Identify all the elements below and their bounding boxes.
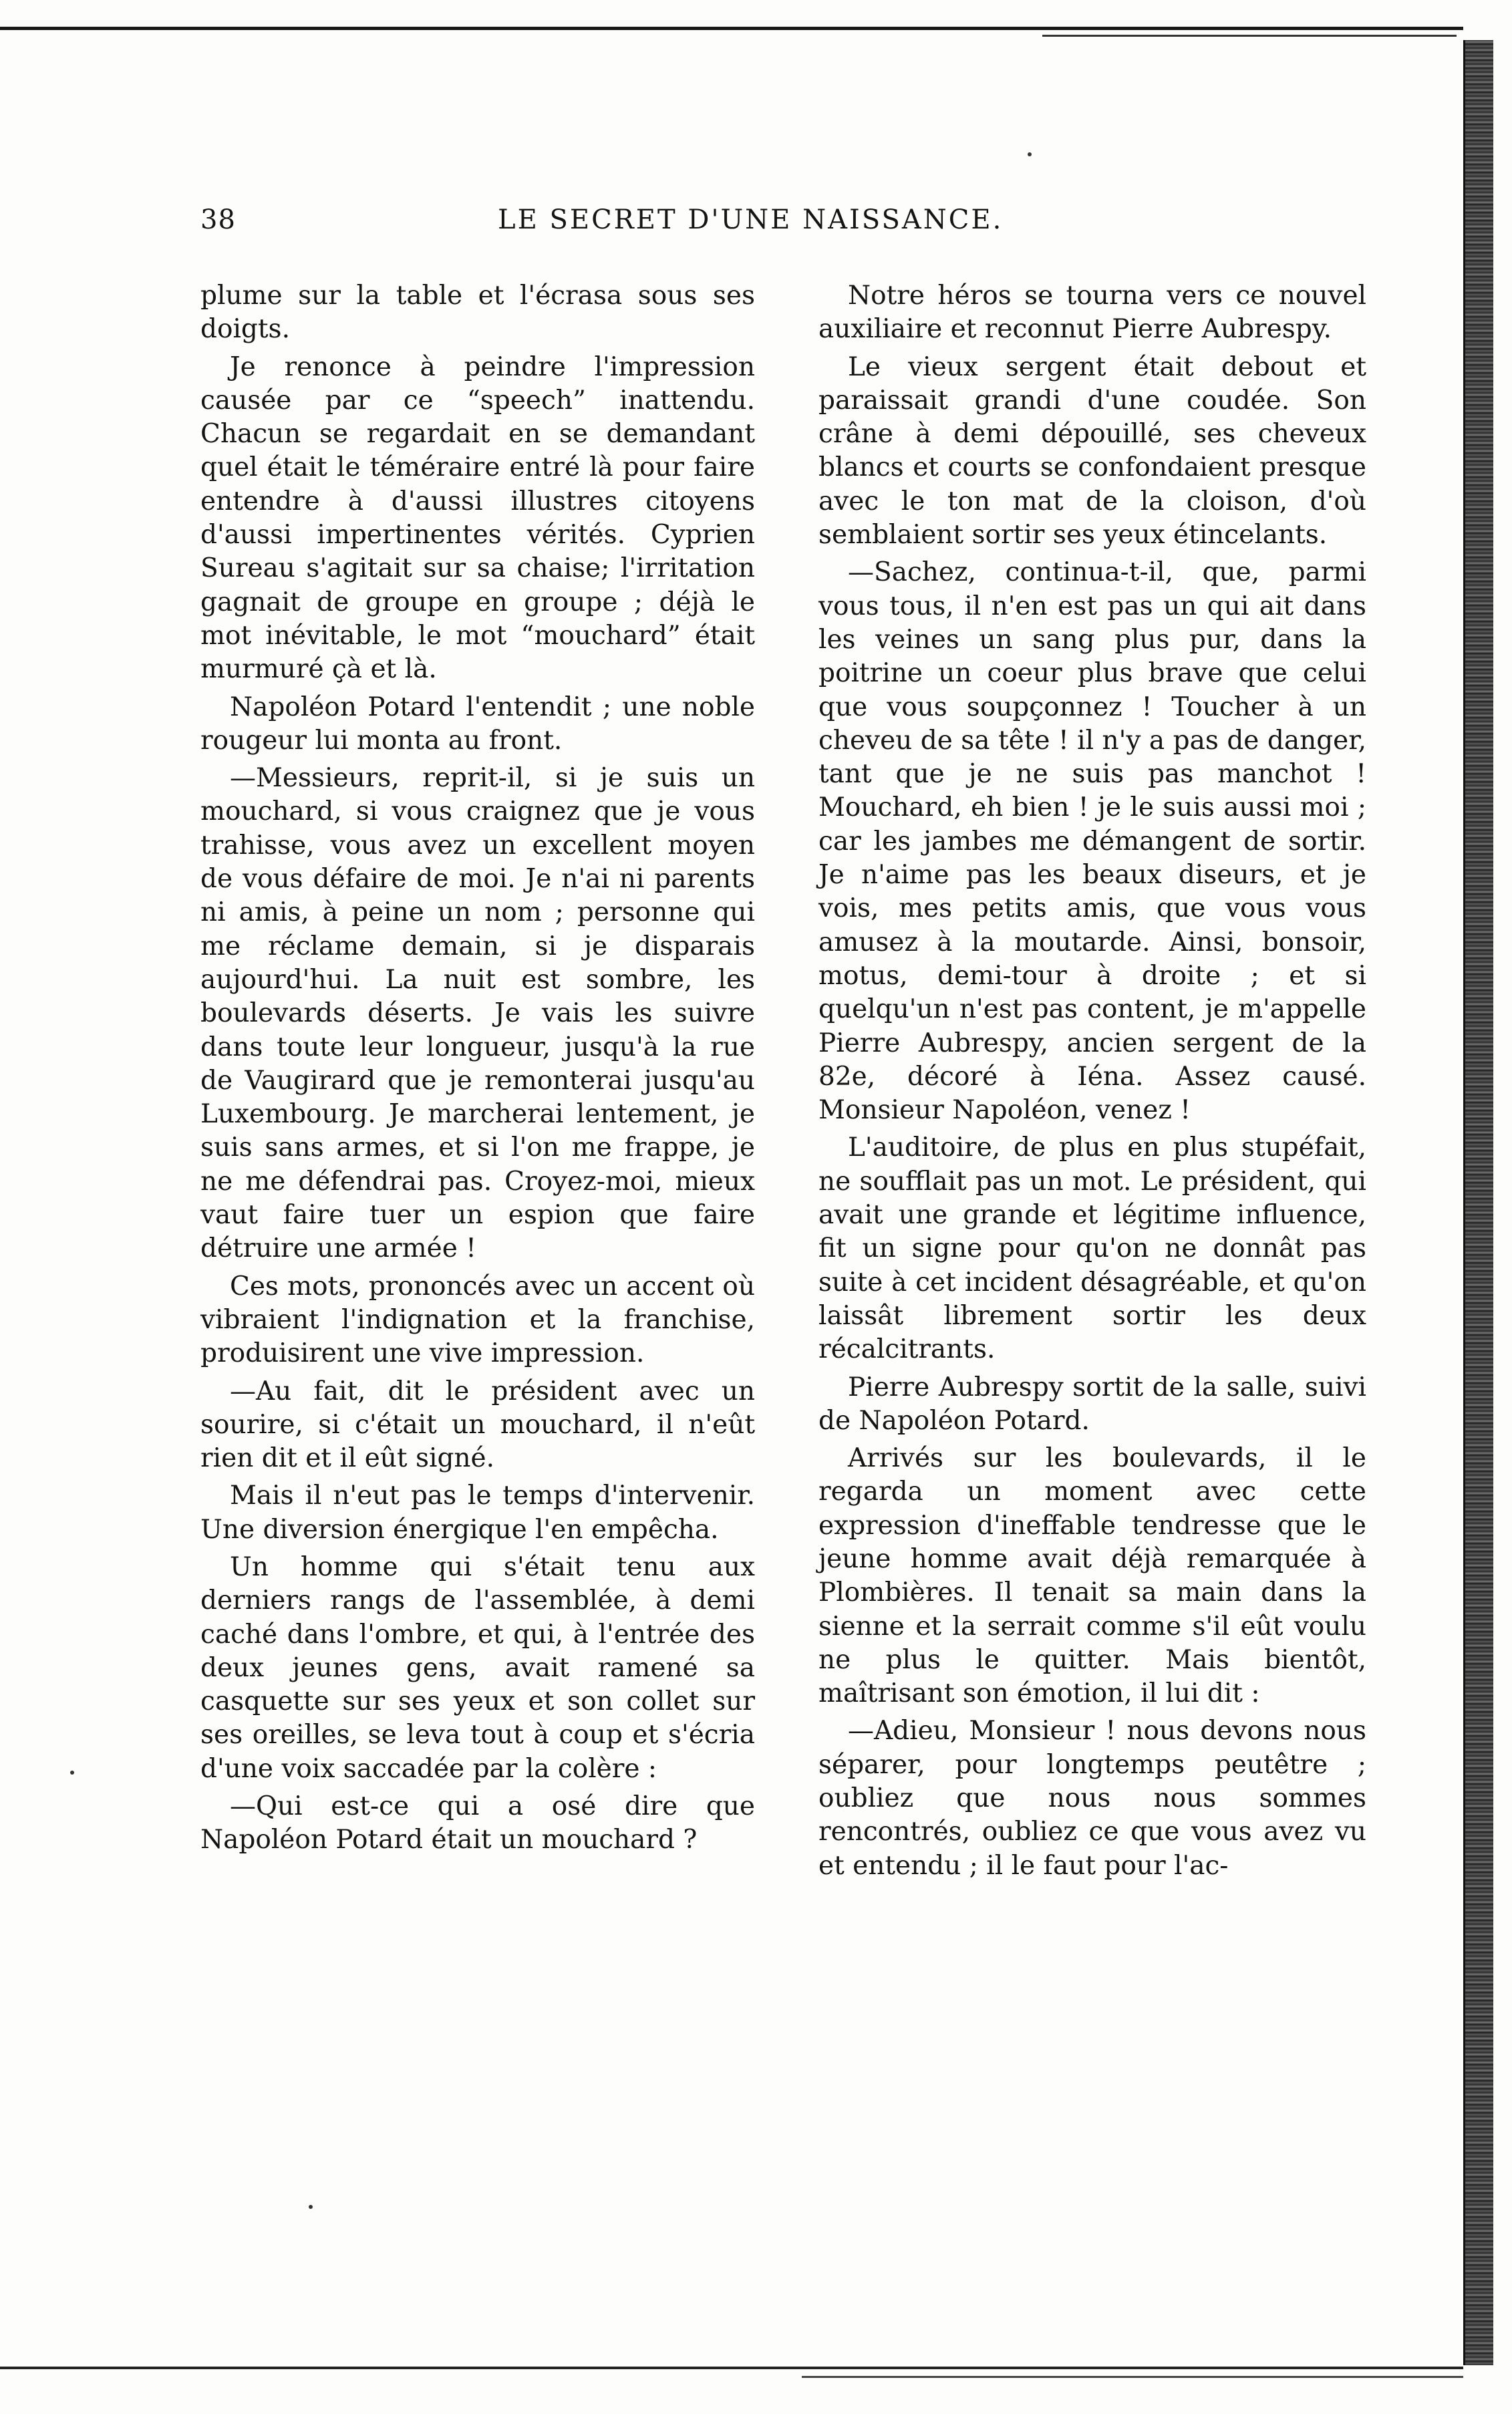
paragraph: —Messieurs, reprit-il, si je suis un mouchard, si vous craignez que je vous trahisse, vous avez un excellent moyen de vous défaire de moi. Je n'ai ni parents ni amis, à peine un nom ; personne qui me réclame demain, si je disparais aujourd'hui. La nuit est sombre, les boulevards déserts. Je vais les suivre dans toute leur longueur, jusqu'à la rue de Vaugirard que je remonterai jusqu'au Luxembourg. Je marcherai lentement, je suis sans armes, et si l'on me frappe, je ne me défendrai pas. Croyez-moi, mieux vaut faire tuer un espion que faire détruire une armée ! [200, 763, 755, 1264]
paragraph: Je renonce à peindre l'impression causée par ce “speech” inattendu. Chacun se regardait en se demandant quel était le téméraire entré là pour faire entendre à d'aussi illustres citoyens d'aussi impertinentes vérités. Cyprien Sureau s'agitait sur sa chaise; l'irritation gagnait de groupe en groupe ; déjà le mot inévitable, le mot “mouchard” était murmuré çà et là. [200, 351, 755, 685]
paragraph: plume sur la table et l'écrasa sous ses doigts. [200, 281, 755, 345]
scan-speck [309, 2205, 313, 2209]
paragraph: —Qui est-ce qui a osé dire que Napoléon Potard était un mouchard ? [200, 1791, 755, 1855]
left-text-column [200, 279, 755, 1861]
scan-top-edge [0, 27, 1463, 30]
paragraph: —Adieu, Monsieur ! nous devons nous séparer, pour longtemps peutêtre ; oubliez que nous nous sommes rencontrés, oubliez ce que vous avez vu et entendu ; il le faut pour l'ac- [818, 1716, 1366, 1881]
paragraph: L'auditoire, de plus en plus stupéfait, ne soufflait pas un mot. Le président, qui avait une grande et légitime influence, fit un signe pour qu'on ne donnât pas suite à cet incident désagréable, et qu'on laissât librement sortir les deux récalcitrants. [818, 1133, 1366, 1365]
page-number: 38 [200, 204, 236, 235]
paragraph: Pierre Aubrespy sortit de la salle, suivi de Napoléon Potard. [818, 1372, 1366, 1436]
scan-speck [70, 1771, 74, 1775]
book-spine-edge [1463, 40, 1493, 2365]
paragraph: Ces mots, prononcés avec un accent où vibraient l'indignation et la franchise, produisirent une vive impression. [200, 1271, 755, 1369]
paragraph: Napoléon Potard l'entendit ; une noble rougeur lui monta au front. [200, 692, 755, 756]
scan-top-edge-line [1042, 35, 1457, 37]
scan-bottom-edge-line [802, 2376, 1463, 2378]
paragraph: —Au fait, dit le président avec un sourire, si c'était un mouchard, il n'eût rien dit et il eût signé. [200, 1376, 755, 1474]
paragraph: Arrivés sur les boulevards, il le regarda un moment avec cette expression d'ineffable tendresse que le jeune homme avait déjà remarquée à Plombières. Il tenait sa main dans la sienne et la serrait comme s'il eût voulu ne plus le quitter. Mais bientôt, maîtrisant son émotion, il lui dit : [818, 1443, 1366, 1709]
running-head: LE SECRET D'UNE NAISSANCE. [498, 204, 1004, 235]
scan-speck [1028, 152, 1032, 156]
paragraph: Le vieux sergent était debout et paraissait grandi d'une coudée. Son crâne à demi dépouillé, ses cheveux blancs et courts se confondaient presque avec le ton mat de la cloison, d'où semblaient sortir ses yeux étincelants. [818, 351, 1366, 551]
right-text-column [818, 279, 1366, 1887]
paragraph: —Sachez, continua-t-il, que, parmi vous tous, il n'en est pas un qui ait dans les veines un sang plus pur, dans la poitrine un coeur plus brave que celui que vous soupçonnez ! Toucher à un cheveu de sa tête ! il n'y a pas de danger, tant que je ne suis pas manchot ! Mouchard, eh bien ! je le suis aussi moi ; car les jambes me démangent de sortir. Je n'aime pas les beaux diseurs, et je vois, mes petits amis, que vous vous amusez à la moutarde. Ainsi, bonsoir, motus, demi-tour à droite ; et si quelqu'un n'est pas content, je m'appelle Pierre Aubrespy, ancien sergent de la 82e, décoré à Iéna. Assez causé. Monsieur Napoléon, venez ! [818, 557, 1366, 1126]
paragraph: Mais il n'eut pas le temps d'intervenir. Une diversion énergique l'en empêcha. [200, 1481, 755, 1545]
paragraph: Un homme qui s'était tenu aux derniers rangs de l'assemblée, à demi caché dans l'ombre, et qui, à l'entrée des deux jeunes gens, avait ramené sa casquette sur ses yeux et son collet sur ses oreilles, se leva tout à coup et s'écria d'une voix saccadée par la colère : [200, 1551, 755, 1784]
paragraph: Notre héros se tourna vers ce nouvel auxiliaire et reconnut Pierre Aubrespy. [818, 281, 1366, 345]
scan-bottom-edge [0, 2367, 1463, 2369]
